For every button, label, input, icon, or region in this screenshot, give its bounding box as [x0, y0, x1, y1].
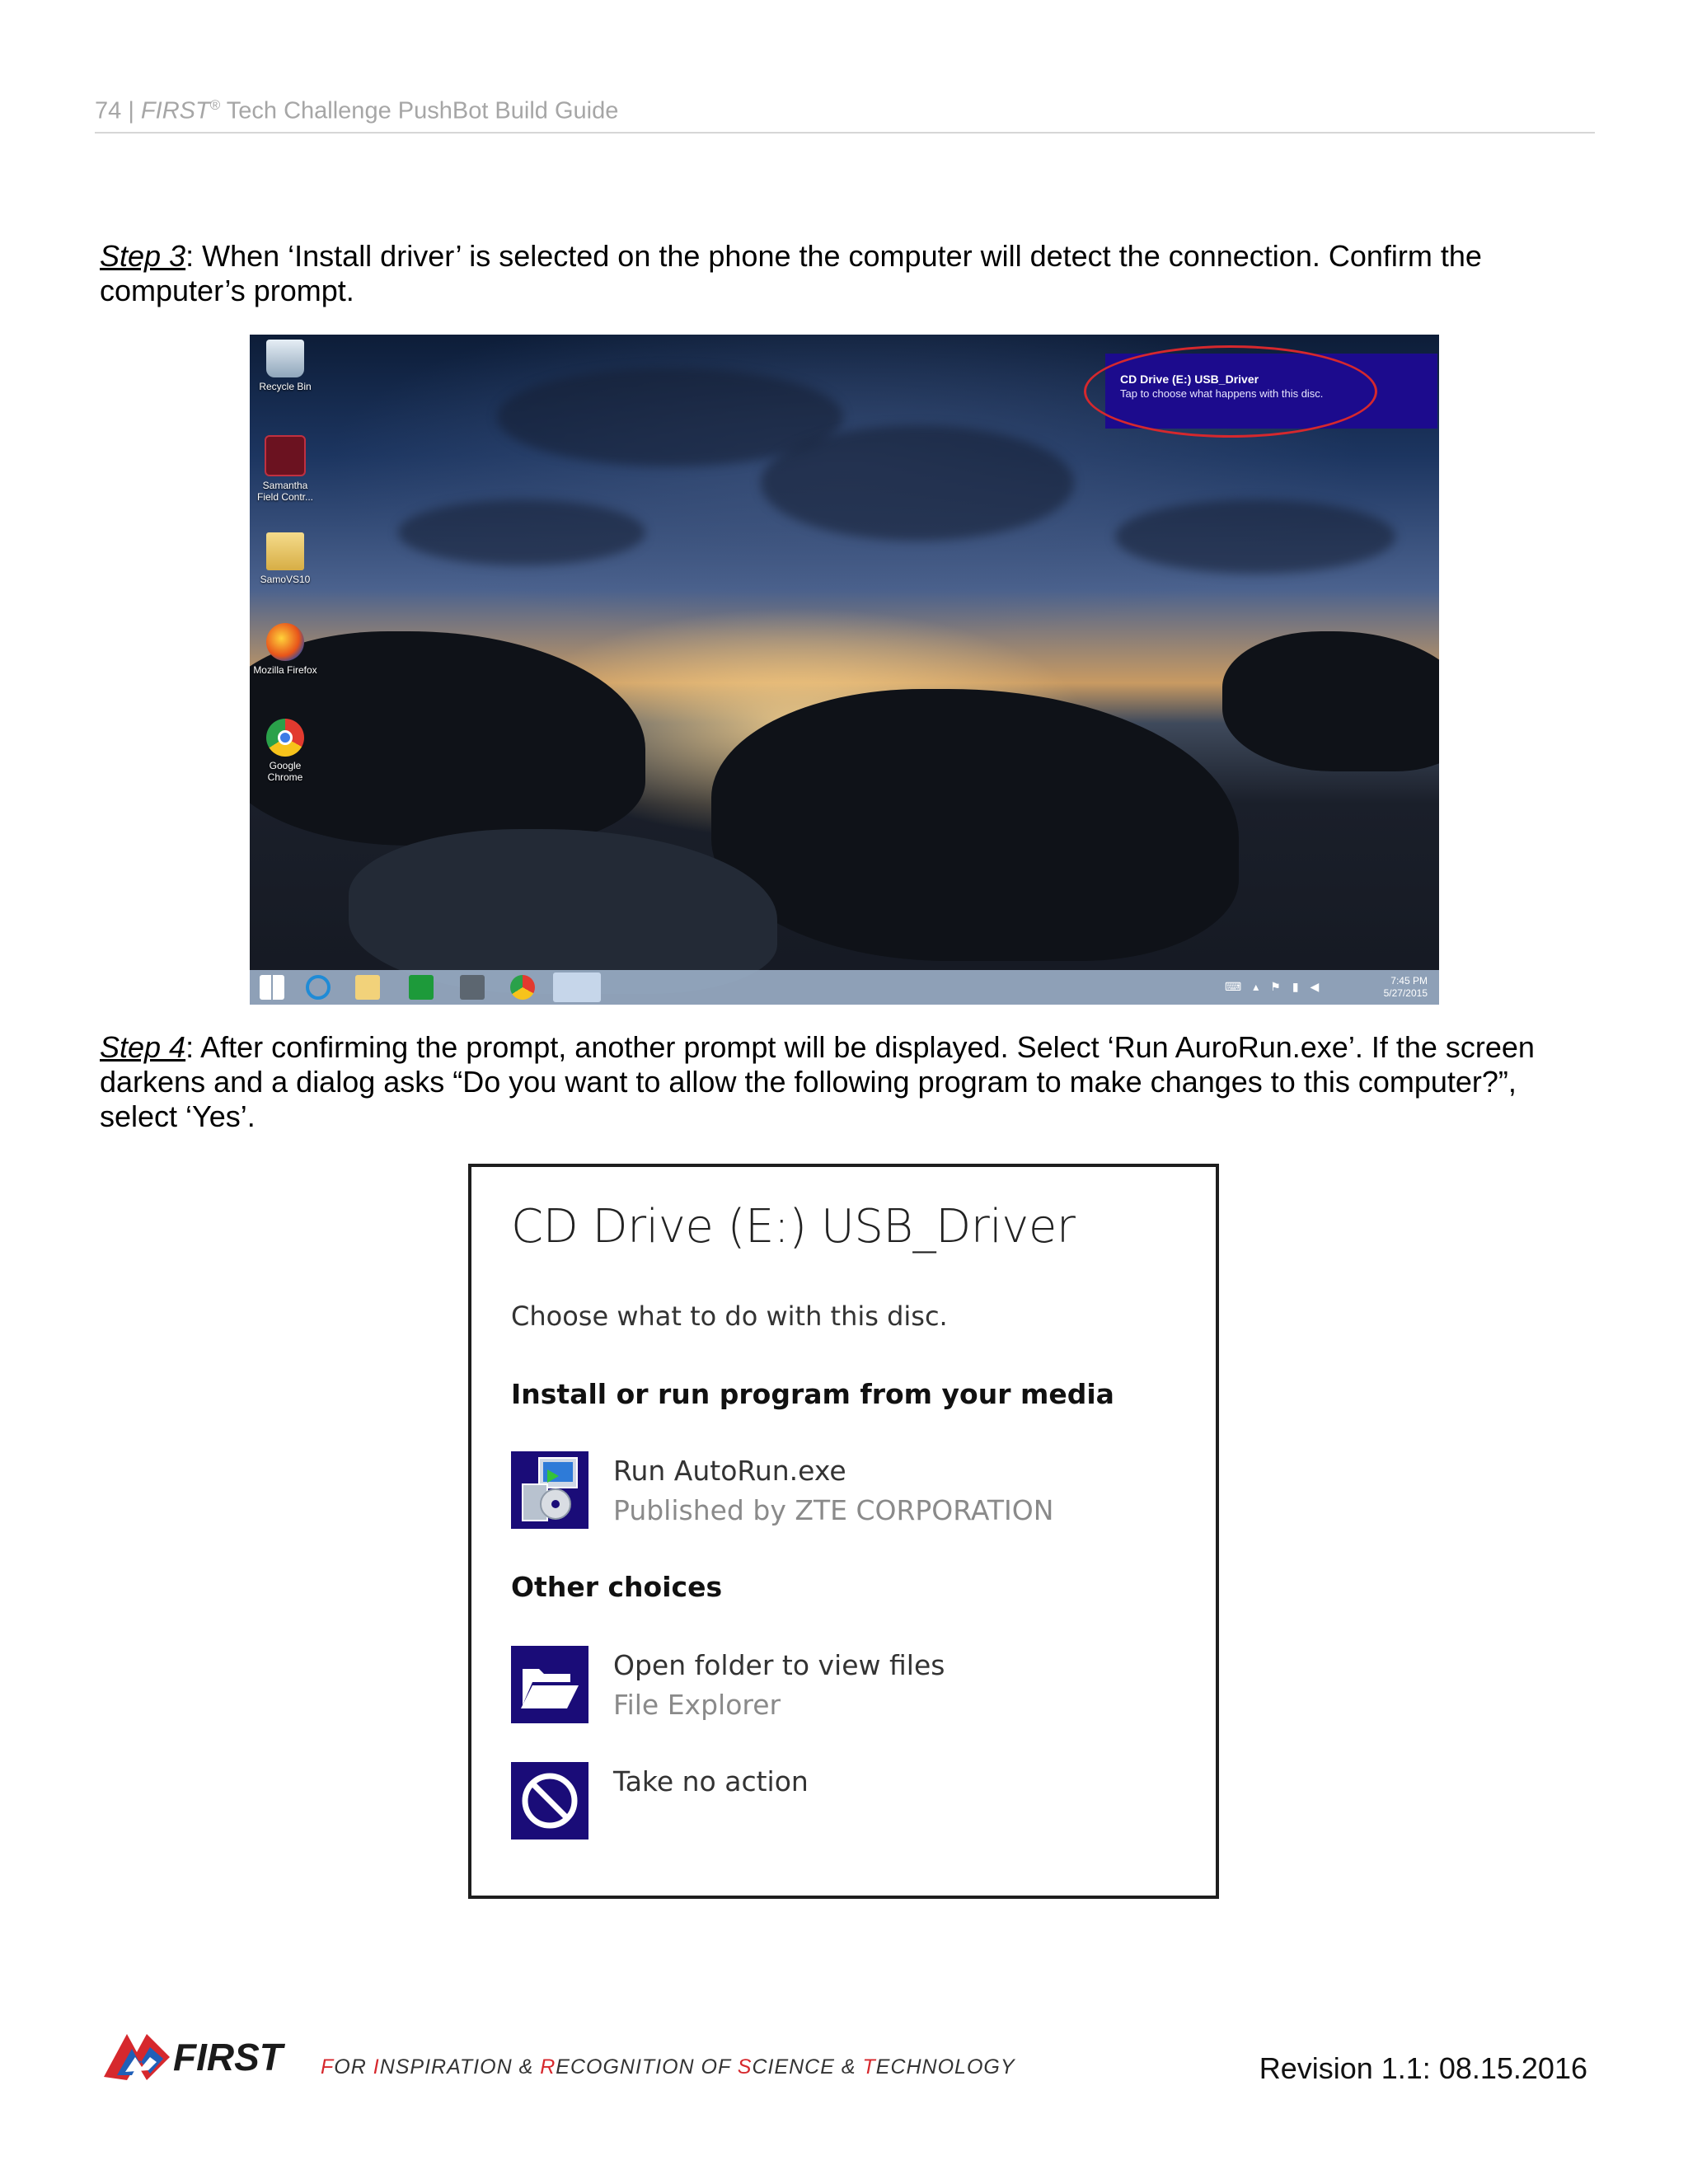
- cloud: [761, 425, 1074, 541]
- firefox-icon: [266, 623, 304, 661]
- motto-part: CIENCE &: [752, 2055, 863, 2079]
- file-explorer-icon[interactable]: [355, 975, 380, 1000]
- cloud: [1115, 499, 1395, 574]
- first-logo: [99, 2027, 310, 2085]
- network-icon[interactable]: ▮: [1292, 980, 1311, 993]
- volume-icon[interactable]: ◀: [1310, 980, 1331, 993]
- desktop-icon-label: Mozilla Firefox: [253, 664, 317, 676]
- highlight-circle: [1084, 345, 1377, 438]
- option-app: File Explorer: [613, 1689, 781, 1721]
- clock-date: 5/27/2015: [1383, 987, 1428, 999]
- taskbar-clock[interactable]: [1384, 975, 1428, 1000]
- option-title: Open folder to view files: [613, 1649, 945, 1681]
- first-motto: [321, 2055, 1015, 2079]
- folder-icon: [266, 532, 304, 570]
- step-4-paragraph: [100, 1030, 1583, 1134]
- samantha-shortcut-icon[interactable]: [253, 435, 317, 503]
- chrome-taskbar-icon[interactable]: [510, 975, 535, 1000]
- rock: [711, 689, 1239, 961]
- notification-message: Tap to choose what happens with this disc.: [1120, 387, 1324, 400]
- motto-part: I: [373, 2055, 380, 2079]
- samantha-app-icon: [265, 435, 306, 476]
- desktop-screenshot: [250, 335, 1439, 1005]
- motto-part: OR: [334, 2055, 373, 2079]
- header-brand: FIRST: [140, 97, 210, 124]
- taskbar: [250, 970, 1439, 1005]
- desktop-icon-label: Google Chrome: [267, 760, 303, 783]
- media-icon[interactable]: [460, 975, 485, 1000]
- chrome-icon: [266, 719, 304, 757]
- page-header: [95, 97, 1595, 134]
- chevron-up-icon[interactable]: ▴: [1253, 980, 1271, 993]
- motto-part: R: [540, 2055, 556, 2079]
- motto-part: S: [737, 2055, 753, 2079]
- chrome-shortcut-icon[interactable]: [253, 719, 317, 783]
- page-number: 74 |: [95, 97, 134, 124]
- step-4-label: Step 4: [100, 1030, 186, 1064]
- clock-time: 7:45 PM: [1390, 975, 1428, 987]
- notification-title: CD Drive (E:) USB_Driver: [1120, 373, 1259, 386]
- internet-explorer-icon[interactable]: [306, 975, 331, 1000]
- motto-part: F: [321, 2055, 335, 2079]
- step-3-label: Step 3: [100, 239, 186, 273]
- step-4-text: : After confirming the prompt, another prompt will be displayed. Select ‘Run AuroRun.exe’. If the screen darkens and a dialog asks “Do you want to allow the following program to make changes to this computer?”, select ‘Yes’.: [100, 1030, 1535, 1133]
- guide-title: Tech Challenge PushBot Build Guide: [226, 97, 619, 124]
- logo-wordmark: FIRST: [173, 2036, 283, 2079]
- firefox-shortcut-icon[interactable]: [253, 623, 317, 676]
- windows-start-icon[interactable]: [260, 975, 284, 1000]
- section-other-heading: Other choices: [511, 1571, 723, 1603]
- desktop-icon-label: Samantha Field Contr...: [256, 480, 314, 503]
- flag-icon[interactable]: ⚑: [1270, 980, 1292, 993]
- step-3-paragraph: [100, 239, 1583, 308]
- dialog-subtitle: Choose what to do with this disc.: [511, 1301, 948, 1332]
- step-3-text: : When ‘Install driver’ is selected on the phone the computer will detect the connection. Confirm the computer’s prompt.: [100, 239, 1482, 307]
- open-folder-icon: [511, 1646, 588, 1723]
- recycle-bin-glyph-icon: [266, 340, 304, 377]
- motto-part: ECOGNITION OF: [556, 2055, 738, 2079]
- motto-part: NSPIRATION &: [379, 2055, 541, 2079]
- option-title: Take no action: [613, 1765, 809, 1797]
- motto-part: ECHNOLOGY: [875, 2055, 1015, 2079]
- recycle-bin-icon[interactable]: [253, 340, 317, 392]
- desktop-icon-label: Recycle Bin: [259, 381, 312, 392]
- store-icon[interactable]: [409, 975, 434, 1000]
- cloud: [398, 499, 645, 565]
- motto-part: T: [862, 2055, 876, 2079]
- autoplay-dialog: [468, 1164, 1219, 1899]
- dialog-title: CD Drive (E:) USB_Driver: [511, 1200, 1076, 1254]
- registered-mark: ®: [209, 97, 221, 113]
- paint-icon[interactable]: [553, 972, 601, 1002]
- no-action-icon: [511, 1762, 588, 1840]
- desktop-icon-label: SamoVS10: [260, 574, 311, 585]
- revision-label: Revision 1.1: 08.15.2016: [1259, 2051, 1587, 2085]
- option-publisher: Published by ZTE CORPORATION: [613, 1494, 1054, 1526]
- system-tray[interactable]: [1225, 980, 1357, 995]
- rock: [1222, 631, 1439, 771]
- autorun-installer-icon: [511, 1451, 588, 1529]
- folder-shortcut-icon[interactable]: [253, 532, 317, 585]
- option-title: Run AutoRun.exe: [613, 1455, 846, 1487]
- keyboard-icon[interactable]: ⌨: [1225, 980, 1254, 993]
- section-install-heading: Install or run program from your media: [511, 1378, 1114, 1410]
